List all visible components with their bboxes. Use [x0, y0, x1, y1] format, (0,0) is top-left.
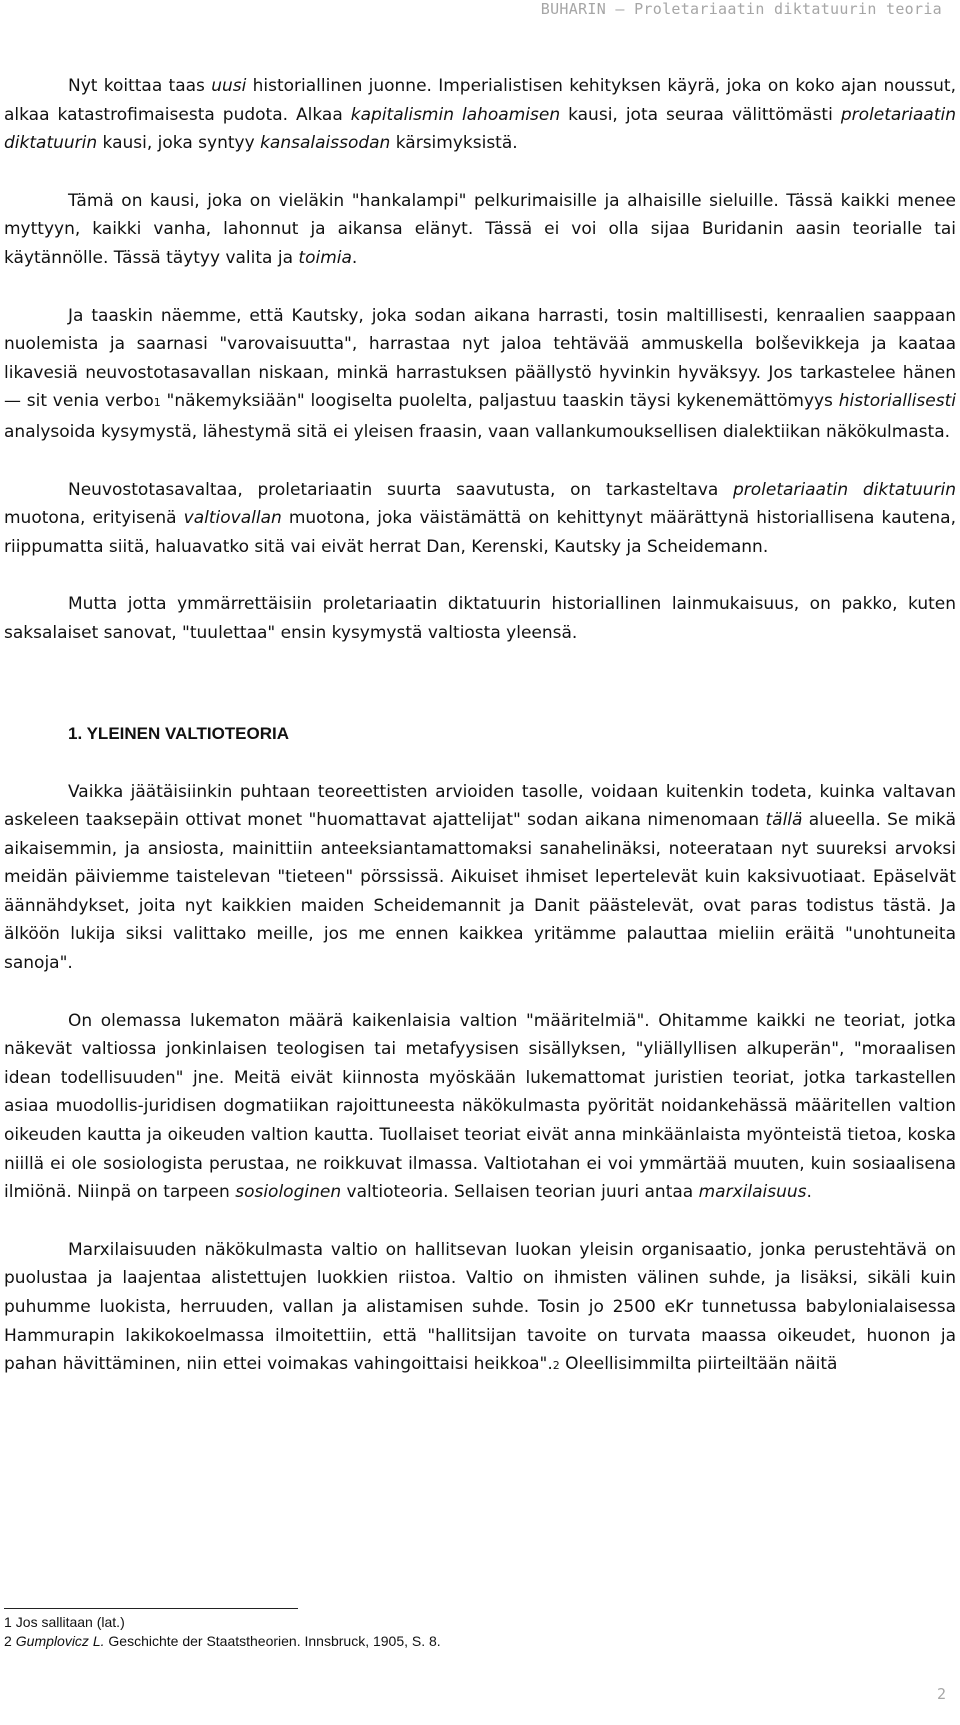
footnote-1: 1 Jos sallitaan (lat.): [4, 1614, 125, 1630]
paragraph-4: Neuvostotasavaltaa, proletariaatin suurta saavutusta, on tarkasteltava proletariaatin diktatuurin muotona, erityisenä valtiovallan muotona, joka väistämättä on kehittynyt määrättynä historiallisena kautena, riippumatta siitä, haluavatko sitä vai eivät herrat Dan, Kerenski, Kautsky ja Scheidemann.: [4, 479, 956, 557]
footnotes: [4, 1608, 956, 1651]
paragraph-8: Marxilaisuuden näkökulmasta valtio on hallitsevan luokan yleisin organisaatio, jonka perustehtävä on puolustaa ja laajentaa alistettujen luokkien riistoa. Valtio on ihmisten välinen suhde, ja lisäksi, sikäli kuin puhumme luokista, herruuden, vallan ja alistamisen suhde. Tosin jo 2500 eKr tunnetussa babylonialaisessa Hammurapin lakikokoelmassa ilmoitettiin, että "hallitsijan tavoite on turvata maassa oikeudet, huonon ja pahan hävittäminen, niin ettei voimakas vahingoittaisi heikkoa".2 Oleellisimmilta piirteiltään näitä: [4, 1239, 956, 1375]
paragraph-5: Mutta jotta ymmärrettäisiin proletariaatin diktatuurin historiallinen lainmukaisuus, on pakko, kuten saksalaiset sanovat, "tuulettaa" ensin kysymystä valtiosta yleensä.: [4, 594, 956, 643]
page-number: 2: [936, 1685, 946, 1703]
paragraph-6: Vaikka jäätäisiinkin puhtaan teoreettisten arvioiden tasolle, voidaan kuitenkin todeta, kuinka valtavan askeleen taaksepäin ottivat monet "huomattavat ajattelijat" sodan aikana nimenomaan tällä alueella. Se mikä aikaisemmin, ja ansiosta, mainittiin anteeksiantamattomaksi sanahelinäksi, noteerataan nyt suureksi arvoksi meidän päiviemme taistelevan "tieteen" pörssissä. Aikuiset ihmiset lepertelevät kuin kaksivuotiaat. Epäselvät äännähdykset, joita nyt kaikkien maiden Scheidemannit ja Danit päästelevät, ovat paras todistus tästä. Ja älköön lukija siksi valittako meille, jos me ennen kaikkea yritämme palauttaa mieliin eräitä "unohtuneita sanoja".: [4, 781, 956, 974]
paragraph-7: On olemassa lukematon määrä kaikenlaisia valtion "määritelmiä". Ohitamme kaikki ne teoriat, jotka näkevät valtiossa jonkinlaisen teologisen tai metafyysisen sisällyksen, "yliällyllisen alkuperän", "moraalisen idean todellisuuden" jne. Meitä eivät kiinnosta myöskään lukemattomat juristien teoriat, jotka tarkastellen asiaa muodollis-juridisen dogmatiikan rajoittuneesta näkökulmasta pyörität noidankehässä määritellen valtion oikeuden kautta ja oikeuden valtion kautta. Tuollaiset teoriat eivät anna minkäänlaista myönteistä tietoa, koska niillä ei ole sosiologista perustaa, ne roikkuvat ilmassa. Valtiotahan ei voi ymmärtää muuten, kuin sosiaalisena ilmiönä. Niinpä on tarpeen sosiologinen valtioteoria. Sellaisen teorian juuri antaa marxilaisuus.: [4, 1010, 956, 1203]
paragraph-2: Tämä on kausi, joka on vieläkin "hankalampi" pelkurimaisille ja alhaisille sieluille. Tässä kaikki menee myttyyn, kaikki vanha, lahonnut ja aikansa elänyt. Tässä ei voi olla sijaa Buridanin aasin teorialle tai käytännölle. Tässä täytyy valita ja toimia.: [4, 190, 956, 268]
footnote-2: 2 Gumplovicz L. Geschichte der Staatstheorien. Innsbruck, 1905, S. 8.: [4, 1633, 441, 1649]
running-header: BUHARIN – Proletariaatin diktatuurin teoria: [540, 0, 942, 18]
document-body: [4, 72, 956, 1381]
paragraph-1: Nyt koittaa taas uusi historiallinen juonne. Imperialistisen kehityksen käyrä, joka on koko ajan noussut, alkaa katastrofimaisesta pudota. Alkaa kapitalismin lahoamisen kausi, jota seuraa välittömästi proletariaatin diktatuurin kausi, joka syntyy kansalaissodan kärsimyksistä.: [4, 76, 956, 154]
footnote-ref-1: 1: [153, 396, 161, 410]
section-heading: 1. YLEINEN VALTIOTEORIA: [68, 723, 290, 743]
paragraph-3: Ja taaskin näemme, että Kautsky, joka sodan aikana harrasti, tosin maltillisesti, kenraalien saappaan nuolemista ja saarnasi "varovaisuutta", harrastaa nyt jaloa tehtävää ammuskella bolševikkeja ja kaataa likavesiä neuvostotasavallan niskaan, minkä harrastuksen päällystö hyvinkin hyväksyy. Jos tarkastelee hänen — sit venia verbo1 "näkemyksiään" loogiselta puolelta, paljastuu taaskin täysi kykenemättömyys historiallisesti analysoida kysymystä, lähestymä sitä ei yleisen fraasin, vaan vallankumouksellisen dialektiikan näkökulmasta.: [4, 305, 956, 442]
footnote-divider: [4, 1608, 298, 1609]
footnote-ref-2: 2: [552, 1359, 560, 1373]
